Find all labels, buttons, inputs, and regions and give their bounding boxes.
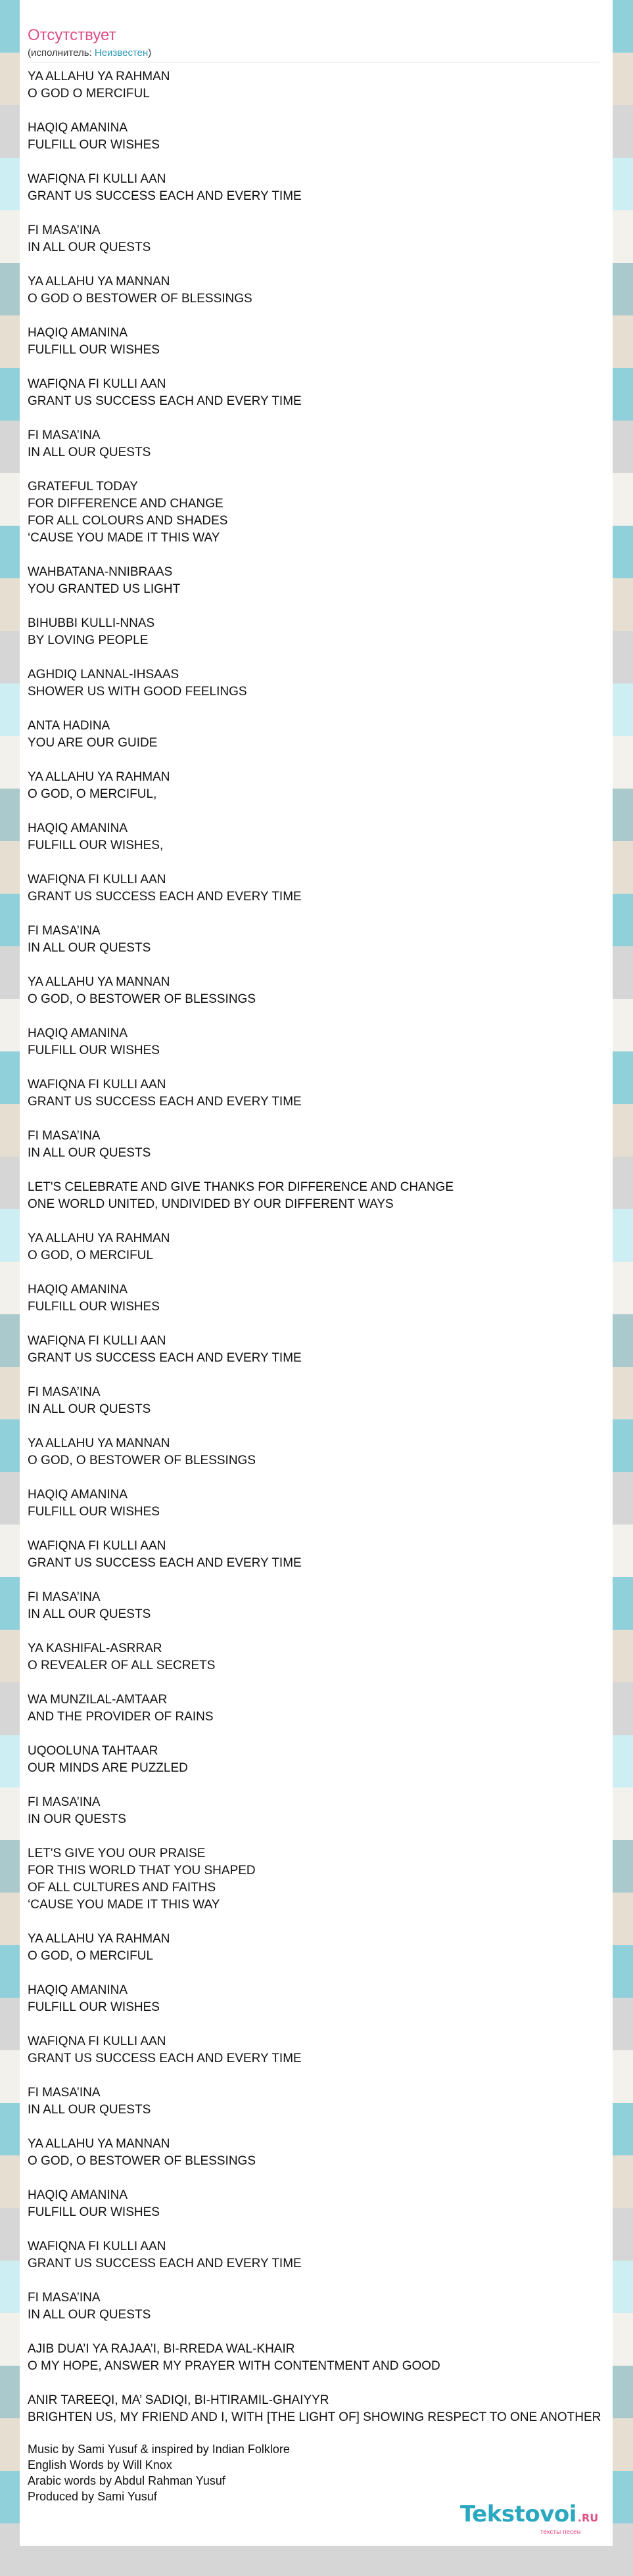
lyric-line: HAQIQ AMANINA xyxy=(28,1983,128,1997)
lyric-line: BRIGHTEN US, MY FRIEND AND I, WITH [THE LIGHT OF] SHOWING RESPECT TO ONE ANOTHER xyxy=(28,2410,601,2424)
stanza xyxy=(28,1982,619,2016)
lyric-line: WAFIQNA FI KULLI AAN xyxy=(28,1078,166,1092)
lyric-line: FI MASA’INA xyxy=(28,2291,101,2305)
lyric-line: GRANT US SUCCESS EACH AND EVERY TIME xyxy=(28,1351,302,1365)
stanza xyxy=(28,1179,619,1213)
artist-link[interactable]: Неизвестен xyxy=(94,47,149,58)
stanza xyxy=(28,1794,619,1828)
credit-line: Arabic words by Abdul Rahman Yusuf xyxy=(28,2474,225,2487)
stanza xyxy=(28,427,619,461)
stanza xyxy=(28,974,619,1008)
lyric-line: ANIR TAREEQI, MA’ SADIQI, BI-HTIRAMIL-GHAIYYR xyxy=(28,2393,329,2407)
lyric-line: O GOD, O BESTOWER OF BLESSINGS xyxy=(28,992,256,1006)
lyric-line: FOR THIS WORLD THAT YOU SHAPED xyxy=(28,1864,256,1877)
lyric-line: WAFIQNA FI KULLI AAN xyxy=(28,172,166,186)
stanza xyxy=(28,68,619,103)
lyric-line: YA ALLAHU YA RAHMAN xyxy=(28,70,170,83)
stanza xyxy=(28,1281,619,1316)
lyric-line: WA MUNZILAL-AMTAAR xyxy=(28,1693,168,1707)
stanza xyxy=(28,2084,619,2119)
lyric-line: FULFILL OUR WISHES xyxy=(28,2205,160,2219)
lyric-line: YA ALLAHU YA MANNAN xyxy=(28,2137,170,2151)
credits xyxy=(28,2441,290,2504)
lyric-line: WAFIQNA FI KULLI AAN xyxy=(28,2035,166,2048)
stanza xyxy=(28,1691,619,1726)
lyric-line: O GOD O MERCIFUL xyxy=(28,87,150,101)
lyric-line: YOU GRANTED US LIGHT xyxy=(28,582,181,596)
stanza xyxy=(28,1230,619,1264)
lyric-line: GRANT US SUCCESS EACH AND EVERY TIME xyxy=(28,189,302,203)
lyric-line: LET'S GIVE YOU OUR PRAISE xyxy=(28,1847,206,1860)
lyric-line: IN ALL OUR QUESTS xyxy=(28,2308,151,2322)
lyric-line: HAQIQ AMANINA xyxy=(28,1488,128,1502)
lyrics-card xyxy=(20,0,613,2546)
lyric-line: OUR MINDS ARE PUZZLED xyxy=(28,1761,188,1775)
lyric-line: FI MASA’INA xyxy=(28,223,101,237)
lyric-line: WAFIQNA FI KULLI AAN xyxy=(28,1334,166,1348)
lyric-line: BY LOVING PEOPLE xyxy=(28,633,149,647)
lyric-line: UQOOLUNA TAHTAAR xyxy=(28,1744,158,1758)
stanza xyxy=(28,666,619,701)
lyric-line: IN ALL OUR QUESTS xyxy=(28,1607,151,1621)
logo-tagline: тексты песен xyxy=(540,2529,581,2536)
lyric-line: ANTA HADINA xyxy=(28,719,110,733)
stanza xyxy=(28,1589,619,1623)
lyric-line: YA ALLAHU YA MANNAN xyxy=(28,275,170,288)
lyric-line: BIHUBBI KULLI-NNAS xyxy=(28,616,155,630)
lyric-line: FOR ALL COLOURS AND SHADES xyxy=(28,514,228,528)
stanza xyxy=(28,325,619,359)
lyric-line: FI MASA’INA xyxy=(28,1590,101,1604)
lyric-line: YA ALLAHU YA RAHMAN xyxy=(28,1932,170,1946)
lyric-line: FULFILL OUR WISHES xyxy=(28,2000,160,2014)
logo-tld: .RU xyxy=(577,2512,599,2524)
lyric-line: SHOWER US WITH GOOD FEELINGS xyxy=(28,685,247,699)
lyric-line: O GOD, O BESTOWER OF BLESSINGS xyxy=(28,2154,256,2168)
stanza xyxy=(28,171,619,205)
lyric-line: FI MASA’INA xyxy=(28,1129,101,1143)
lyric-line: O GOD O BESTOWER OF BLESSINGS xyxy=(28,292,252,306)
stanza xyxy=(28,923,619,957)
lyric-line: FI MASA’INA xyxy=(28,1795,101,1809)
stanza xyxy=(28,273,619,308)
lyric-line: HAQIQ AMANINA xyxy=(28,1283,128,1297)
lyric-line: O MY HOPE, ANSWER MY PRAYER WITH CONTENTMENT AND GOOD xyxy=(28,2359,440,2373)
stanza xyxy=(28,120,619,154)
lyric-line: FULFILL OUR WISHES xyxy=(28,1505,160,1519)
stanza xyxy=(28,1333,619,1367)
lyric-line: AND THE PROVIDER OF RAINS xyxy=(28,1710,214,1724)
lyric-line: ‘CAUSE YOU MADE IT THIS WAY xyxy=(28,1898,220,1912)
stanza xyxy=(28,1486,619,1521)
lyric-line: YA ALLAHU YA MANNAN xyxy=(28,1437,170,1450)
stanza xyxy=(28,1538,619,1572)
lyric-line: O GOD, O MERCIFUL xyxy=(28,1249,154,1262)
credit-line: Music by Sami Yusuf & inspired by Indian Folklore xyxy=(28,2443,290,2456)
lyric-line: GRANT US SUCCESS EACH AND EVERY TIME xyxy=(28,394,302,408)
lyric-line: GRANT US SUCCESS EACH AND EVERY TIME xyxy=(28,1556,302,1570)
stanza xyxy=(28,2238,619,2272)
credit-line: English Words by Will Knox xyxy=(28,2458,172,2472)
lyric-line: O GOD, O MERCIFUL, xyxy=(28,787,157,801)
lyric-line: ‘CAUSE YOU MADE IT THIS WAY xyxy=(28,531,220,545)
lyric-line: AJIB DUA’I YA RAJAA’I, BI-RREDA WAL-KHAIR xyxy=(28,2342,295,2356)
lyric-line: OF ALL CULTURES AND FAITHS xyxy=(28,1881,216,1895)
lyric-line: FI MASA’INA xyxy=(28,924,101,938)
site-logo[interactable] xyxy=(460,2501,605,2541)
stanza xyxy=(28,2289,619,2324)
stanza xyxy=(28,478,619,547)
lyric-line: IN OUR QUESTS xyxy=(28,1812,126,1826)
stanza xyxy=(28,1931,619,1965)
lyric-line: IN ALL OUR QUESTS xyxy=(28,941,151,955)
lyric-line: GRANT US SUCCESS EACH AND EVERY TIME xyxy=(28,890,302,904)
lyric-line: O GOD, O BESTOWER OF BLESSINGS xyxy=(28,1454,256,1467)
stanza xyxy=(28,1845,619,1914)
lyric-line: IN ALL OUR QUESTS xyxy=(28,446,151,459)
stanza xyxy=(28,769,619,803)
lyric-line: WAFIQNA FI KULLI AAN xyxy=(28,873,166,886)
stanza xyxy=(28,222,619,256)
stanza xyxy=(28,376,619,410)
lyric-line: HAQIQ AMANINA xyxy=(28,2188,128,2202)
stanza xyxy=(28,2033,619,2067)
lyric-line: YA ALLAHU YA RAHMAN xyxy=(28,1231,170,1245)
lyric-line: YA ALLAHU YA MANNAN xyxy=(28,975,170,989)
lyric-line: WAFIQNA FI KULLI AAN xyxy=(28,2240,166,2253)
lyric-line: FI MASA’INA xyxy=(28,428,101,442)
lyric-line: YA KASHIFAL-ASRRAR xyxy=(28,1642,162,1655)
stanza xyxy=(28,871,619,906)
lyric-line: O GOD, O MERCIFUL xyxy=(28,1949,154,1963)
lyric-line: YOU ARE OUR GUIDE xyxy=(28,736,158,750)
lyric-line: WAHBATANA-NNIBRAAS xyxy=(28,565,173,579)
lyric-line: GRANT US SUCCESS EACH AND EVERY TIME xyxy=(28,2052,302,2065)
lyric-line: HAQIQ AMANINA xyxy=(28,821,128,835)
stanza xyxy=(28,718,619,752)
stanza xyxy=(28,820,619,854)
stanza xyxy=(28,1384,619,1418)
stanza xyxy=(28,1743,619,1777)
artist-suffix: ) xyxy=(148,47,152,58)
lyric-line: WAFIQNA FI KULLI AAN xyxy=(28,1539,166,1553)
lyric-line: GRANT US SUCCESS EACH AND EVERY TIME xyxy=(28,2257,302,2270)
stanza xyxy=(28,2187,619,2221)
lyric-line: HAQIQ AMANINA xyxy=(28,326,128,340)
lyric-line: IN ALL OUR QUESTS xyxy=(28,2103,151,2117)
lyrics-body xyxy=(28,68,619,2443)
credit-line: Produced by Sami Yusuf xyxy=(28,2490,157,2503)
song-title: Отсутствует xyxy=(28,26,116,44)
lyric-line: FULFILL OUR WISHES xyxy=(28,1044,160,1057)
stanza xyxy=(28,1076,619,1111)
lyric-line: IN ALL OUR QUESTS xyxy=(28,1146,151,1160)
lyric-line: LET'S CELEBRATE AND GIVE THANKS FOR DIFFERENCE AND CHANGE xyxy=(28,1180,454,1194)
stanza xyxy=(28,1025,619,1059)
lyric-line: ONE WORLD UNITED, UNDIVIDED BY OUR DIFFERENT WAYS xyxy=(28,1197,394,1211)
stanza xyxy=(28,564,619,598)
stanza xyxy=(28,2136,619,2170)
lyric-line: HAQIQ AMANINA xyxy=(28,121,128,135)
lyric-line: AGHDIQ LANNAL-IHSAAS xyxy=(28,668,179,681)
lyric-line: WAFIQNA FI KULLI AAN xyxy=(28,377,166,391)
stanza xyxy=(28,615,619,649)
lyric-line: FULFILL OUR WISHES, xyxy=(28,839,164,852)
lyric-line: IN ALL OUR QUESTS xyxy=(28,1402,151,1416)
lyric-line: FOR DIFFERENCE AND CHANGE xyxy=(28,497,223,511)
logo-name: Tekstovoi xyxy=(460,2501,576,2527)
stanza xyxy=(28,2341,619,2375)
lyric-line: FULFILL OUR WISHES xyxy=(28,343,160,357)
stanza xyxy=(28,2392,619,2426)
lyric-line: FULFILL OUR WISHES xyxy=(28,138,160,152)
lyric-line: HAQIQ AMANINA xyxy=(28,1026,128,1040)
lyric-line: IN ALL OUR QUESTS xyxy=(28,241,151,254)
artist-prefix: (исполнитель: xyxy=(28,47,95,58)
lyric-line: GRANT US SUCCESS EACH AND EVERY TIME xyxy=(28,1095,302,1109)
lyric-line: O REVEALER OF ALL SECRETS xyxy=(28,1659,216,1672)
lyric-line: YA ALLAHU YA RAHMAN xyxy=(28,770,170,784)
lyric-line: FI MASA’INA xyxy=(28,2086,101,2100)
lyric-line: FI MASA’INA xyxy=(28,1385,101,1399)
lyric-line: GRATEFUL TODAY xyxy=(28,480,138,494)
artist-line xyxy=(28,47,151,58)
stanza xyxy=(28,1640,619,1674)
lyric-line: FULFILL OUR WISHES xyxy=(28,1300,160,1314)
stanza xyxy=(28,1435,619,1469)
stanza xyxy=(28,1128,619,1162)
